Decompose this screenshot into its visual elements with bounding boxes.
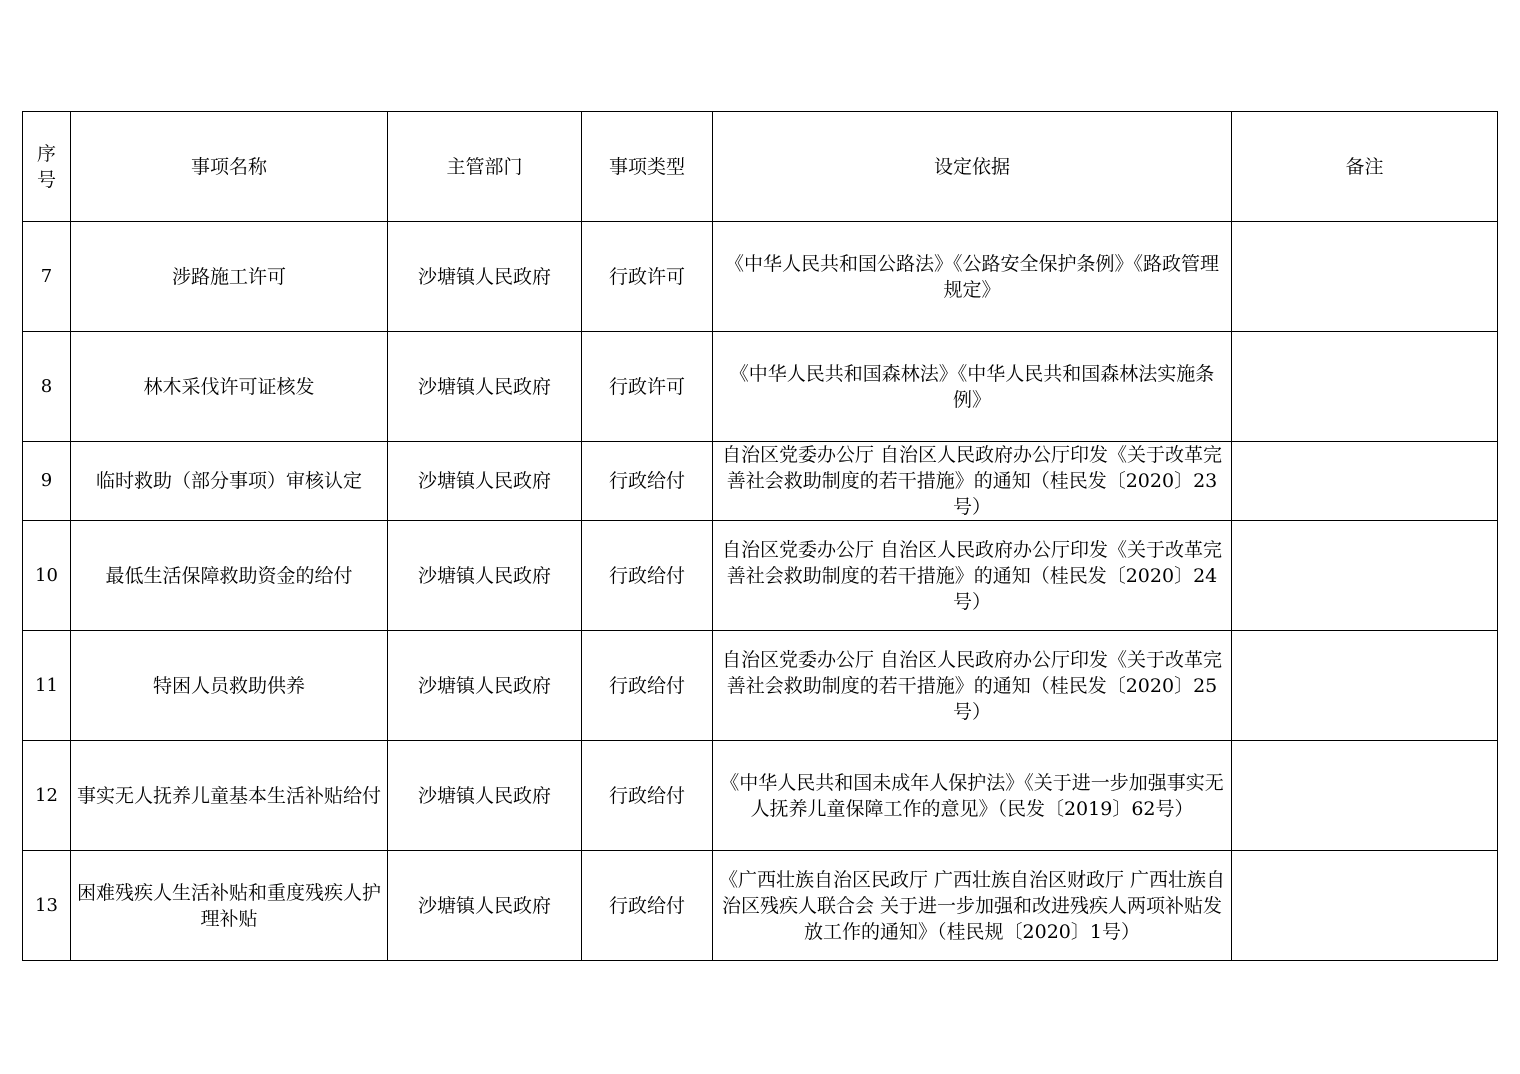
- cell-name: 事实无人抚养儿童基本生活补贴给付: [71, 741, 388, 851]
- table-row: [23, 332, 1498, 442]
- cell-remark: [1232, 222, 1498, 332]
- cell-type: 行政给付: [582, 521, 713, 631]
- cell-seq: 13: [23, 851, 71, 961]
- cell-department: 沙塘镇人民政府: [388, 851, 582, 961]
- cell-remark: [1232, 631, 1498, 741]
- cell-seq: 9: [23, 442, 71, 521]
- cell-department: 沙塘镇人民政府: [388, 332, 582, 442]
- cell-name: 临时救助（部分事项）审核认定: [71, 442, 388, 521]
- cell-name: 最低生活保障救助资金的给付: [71, 521, 388, 631]
- cell-basis: 自治区党委办公厅 自治区人民政府办公厅印发《关于改革完善社会救助制度的若干措施》的通知（桂民发〔2020〕25号）: [713, 631, 1232, 741]
- cell-remark: [1232, 741, 1498, 851]
- cell-remark: [1232, 332, 1498, 442]
- cell-seq: 10: [23, 521, 71, 631]
- cell-basis: 《广西壮族自治区民政厅 广西壮族自治区财政厅 广西壮族自治区残疾人联合会 关于进一步加强和改进残疾人两项补贴发放工作的通知》（桂民规〔2020〕1号）: [713, 851, 1232, 961]
- items-table: [22, 111, 1498, 961]
- cell-type: 行政许可: [582, 332, 713, 442]
- cell-type: 行政给付: [582, 741, 713, 851]
- header-name: 事项名称: [71, 112, 388, 222]
- table-row: [23, 851, 1498, 961]
- cell-department: 沙塘镇人民政府: [388, 741, 582, 851]
- cell-seq: 11: [23, 631, 71, 741]
- cell-department: 沙塘镇人民政府: [388, 631, 582, 741]
- cell-name: 涉路施工许可: [71, 222, 388, 332]
- cell-remark: [1232, 851, 1498, 961]
- cell-basis: 《中华人民共和国森林法》《中华人民共和国森林法实施条例》: [713, 332, 1232, 442]
- cell-basis: 《中华人民共和国公路法》《公路安全保护条例》《路政管理规定》: [713, 222, 1232, 332]
- cell-seq: 12: [23, 741, 71, 851]
- header-type: 事项类型: [582, 112, 713, 222]
- cell-name: 林木采伐许可证核发: [71, 332, 388, 442]
- cell-seq: 7: [23, 222, 71, 332]
- header-department: 主管部门: [388, 112, 582, 222]
- cell-department: 沙塘镇人民政府: [388, 521, 582, 631]
- cell-department: 沙塘镇人民政府: [388, 442, 582, 521]
- cell-remark: [1232, 521, 1498, 631]
- cell-type: 行政给付: [582, 442, 713, 521]
- header-remark: 备注: [1232, 112, 1498, 222]
- table-row: [23, 741, 1498, 851]
- cell-seq: 8: [23, 332, 71, 442]
- header-row: [23, 112, 1498, 222]
- cell-name: 特困人员救助供养: [71, 631, 388, 741]
- cell-type: 行政给付: [582, 631, 713, 741]
- cell-remark: [1232, 442, 1498, 521]
- table-row: [23, 631, 1498, 741]
- table-row: [23, 521, 1498, 631]
- header-basis: 设定依据: [713, 112, 1232, 222]
- cell-basis: 《中华人民共和国未成年人保护法》《关于进一步加强事实无人抚养儿童保障工作的意见》（民发〔2019〕62号）: [713, 741, 1232, 851]
- cell-name: 困难残疾人生活补贴和重度残疾人护理补贴: [71, 851, 388, 961]
- table-row: [23, 222, 1498, 332]
- header-seq: 序号: [23, 112, 71, 222]
- table-row: [23, 442, 1498, 521]
- cell-basis: 自治区党委办公厅 自治区人民政府办公厅印发《关于改革完善社会救助制度的若干措施》的通知（桂民发〔2020〕24号）: [713, 521, 1232, 631]
- cell-type: 行政许可: [582, 222, 713, 332]
- cell-type: 行政给付: [582, 851, 713, 961]
- cell-basis: 自治区党委办公厅 自治区人民政府办公厅印发《关于改革完善社会救助制度的若干措施》的通知（桂民发〔2020〕23号）: [713, 442, 1232, 521]
- cell-department: 沙塘镇人民政府: [388, 222, 582, 332]
